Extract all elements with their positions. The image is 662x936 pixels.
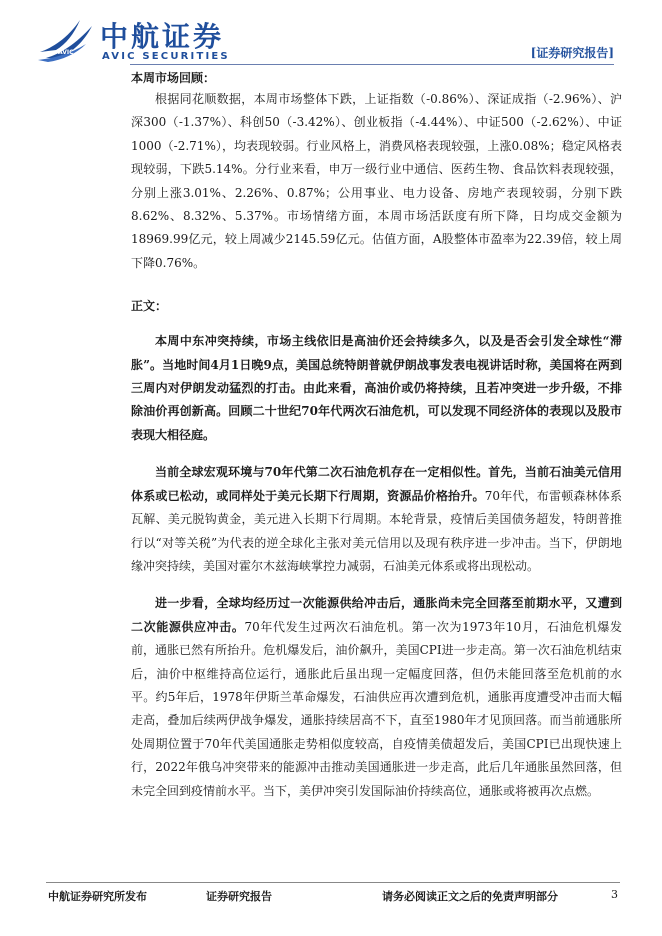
page-number: 3 [611, 888, 618, 901]
market-review-paragraph: 根据同花顺数据，本周市场整体下跌，上证指数（-0.86%）、深证成指（-2.96%）、沪深300（-1.37%）、科创50（-3.42%）、创业板指（-4.44%）、中证500（-2.62%）、中证1000（-2.71%），均表现较弱。行业风格上，消费风格表现较强，上涨0.08%；稳定风格表现较弱，下跌5.14%。分行业来看，申万一级行业中通信、医药生物、食品饮料表现较强，分别上涨3.01%、2.26%、0.87%；公用事业、电力设备、房地产表现较弱，分别下跌8.62%、8.32%、5.37%。市场情绪方面，本周市场活跃度有所下降，日均成交金额为18969.99亿元，较上周减少2145.59亿元。估值方面，A股整体市盈率为22.39倍，较上周下降0.76%。 [131, 92, 622, 270]
company-logo [36, 14, 266, 64]
avic-wing-icon [36, 14, 96, 62]
paragraph-2-body: 70年代，布雷顿森林体系瓦解、美元脱钩黄金，美元进入长期下行周期。本轮背景，疫情后美国债务超发，特朗普推行以“对等关税”为代表的逆全球化主张对美元信用以及现有秩序进一步冲击。当下，伊朗地缘冲突持续，美国对霍尔木兹海峡掌控力减弱，石油美元体系或将出现松动。 [131, 488, 622, 573]
paragraph-gap [131, 447, 622, 461]
header-divider [130, 64, 614, 65]
paragraph-1-bold: 本周中东冲突持续，市场主线依旧是高油价还会持续多久，以及是否会引发全球性“滞胀”。当地时间4月1日晚9点，美国总统特朗普就伊朗战事发表电视讲话时称，美国将在两到三周内对伊朗发动猛烈的打击。由此来看，高油价或仍将持续，且若冲突进一步升级，不排除油价再创新高。回顾二十世纪70年代两次石油危机，可以发现不同经济体的表现以及股市表现大相径庭。 [131, 334, 622, 442]
svg-text:AVIC: AVIC [58, 49, 74, 56]
market-review-title: 本周市场回顾： [131, 71, 216, 85]
paragraph-gap [131, 578, 622, 592]
document-body [131, 68, 622, 803]
paragraph-3-bold: 进一步看，全球均经历过一次能源供给冲击后，通胀尚未完全回落至前期水平，又遭到二次能源供应冲击。 [131, 596, 622, 634]
footer-disclaimer: 请务必阅读正文之后的免责声明部分 [382, 890, 558, 903]
paragraph-3-body: 70年代发生过两次石油危机。第一次为1973年10月，石油危机爆发前，通胀已然有所抬升。危机爆发后，油价飙升，美国CPI进一步走高。第一次石油危机结束后，油价中枢维持高位运行，通胀此后虽出现一定幅度回落，但仍未能回落至危机前的水平。约5年后，1978年伊斯兰革命爆发，石油供应再次遭到危机，通胀再度遭受冲击而大幅走高，叠加后续两伊战争爆发，通胀持续居高不下，直至1980年才见顶回落。而当前通胀所处周期位置于70年代美国通胀走势相似度较高，自疫情美债超发后，美国CPI已出现快速上行，2022年俄乌冲突带来的能源冲击推动美国通胀进一步走高，此后几年通胀虽然回落，但未完全回到疫情前水平。当下，美伊冲突引发国际油价持续高位，通胀或将被再次点燃。 [131, 619, 622, 798]
main-text-title: 正文： [131, 299, 168, 314]
section-gap [131, 275, 622, 296]
section-gap [131, 316, 622, 330]
paragraph-1 [131, 330, 622, 447]
logo-chinese-name: 中航证券 [100, 20, 225, 53]
paragraph-2-bold: 当前全球宏观环境与70年代第二次石油危机存在一定相似性。首先，当前石油美元信用体系或已松动，或同样处于美元长期下行周期，资源品价格抬升。 [131, 465, 622, 503]
paragraph-3 [131, 592, 622, 803]
page-header [0, 0, 662, 70]
report-type-tag: [证券研究报告] [530, 46, 614, 60]
footer-divider [46, 882, 620, 883]
footer-publisher: 中航证券研究所发布 [48, 890, 147, 903]
paragraph-2 [131, 461, 622, 578]
logo-english-name: AVIC SECURITIES [102, 51, 230, 62]
footer-doc-type: 证券研究报告 [206, 890, 272, 903]
